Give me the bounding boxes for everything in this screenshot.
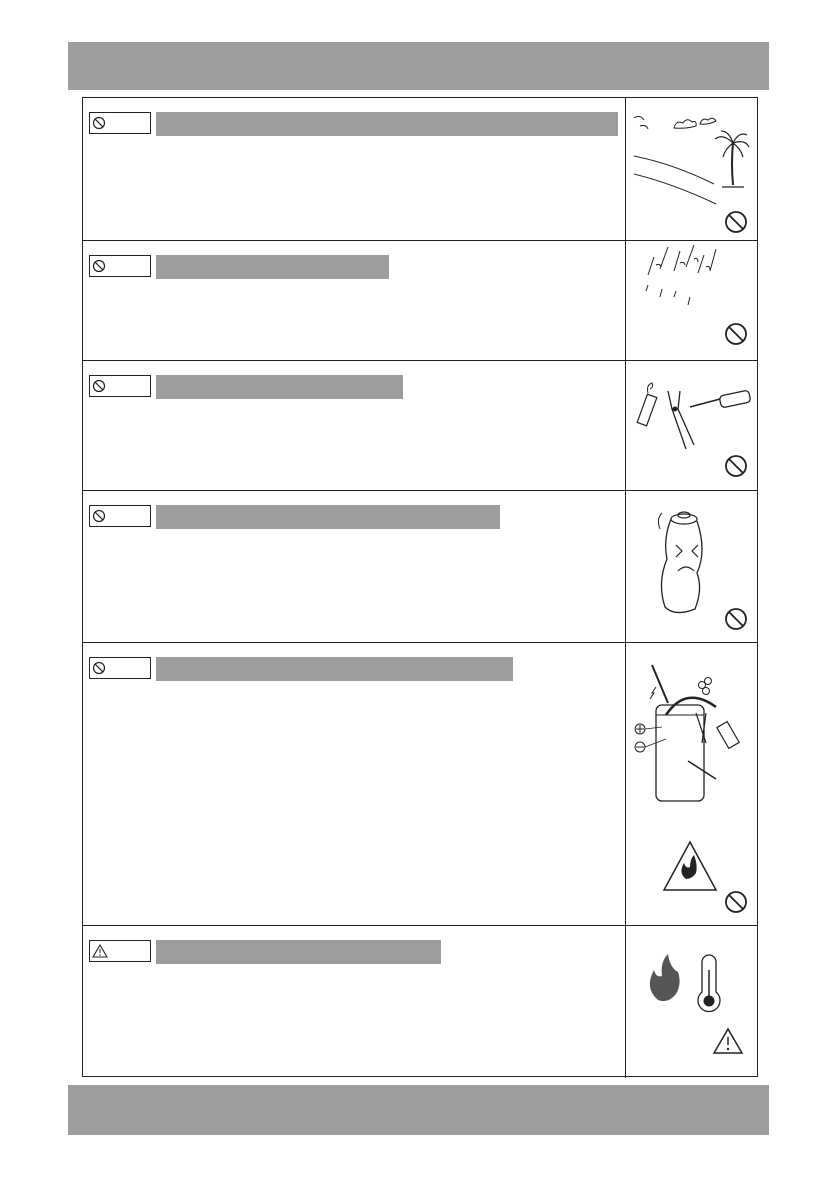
section-heading — [156, 255, 389, 279]
header-bar — [68, 42, 769, 90]
prohibition-badge — [89, 255, 151, 277]
caution-badge — [89, 940, 151, 962]
section-heading — [156, 505, 500, 529]
warning-section-5 — [83, 643, 757, 926]
prohibition-badge — [89, 112, 151, 134]
prohibition-icon — [92, 661, 106, 675]
warning-section-6 — [83, 926, 757, 1078]
fire-thermometer-illustration — [625, 926, 757, 1078]
warning-section-3 — [83, 361, 757, 491]
warning-section-2 — [83, 241, 757, 361]
beach-palm-tree-illustration — [625, 98, 757, 240]
section-heading — [156, 112, 618, 136]
footer-bar — [68, 1085, 769, 1135]
section-heading — [156, 375, 403, 399]
section-heading — [156, 940, 441, 964]
pliers-screwdriver-illustration — [625, 361, 757, 490]
prohibition-badge — [89, 505, 151, 527]
prohibition-icon — [92, 379, 106, 393]
prohibition-icon — [92, 116, 106, 130]
prohibition-badge — [89, 657, 151, 679]
warning-section-4 — [83, 491, 757, 643]
warning-triangle-icon — [92, 944, 108, 958]
short-circuit-battery-illustration — [625, 643, 757, 925]
warning-section-1 — [83, 98, 757, 241]
prohibition-icon — [92, 509, 106, 523]
deformed-battery-illustration — [625, 491, 757, 642]
prohibition-badge — [89, 375, 151, 397]
rain-illustration — [625, 241, 757, 360]
prohibition-icon — [92, 259, 106, 273]
safety-warnings-table — [82, 97, 758, 1077]
section-heading — [156, 657, 513, 681]
